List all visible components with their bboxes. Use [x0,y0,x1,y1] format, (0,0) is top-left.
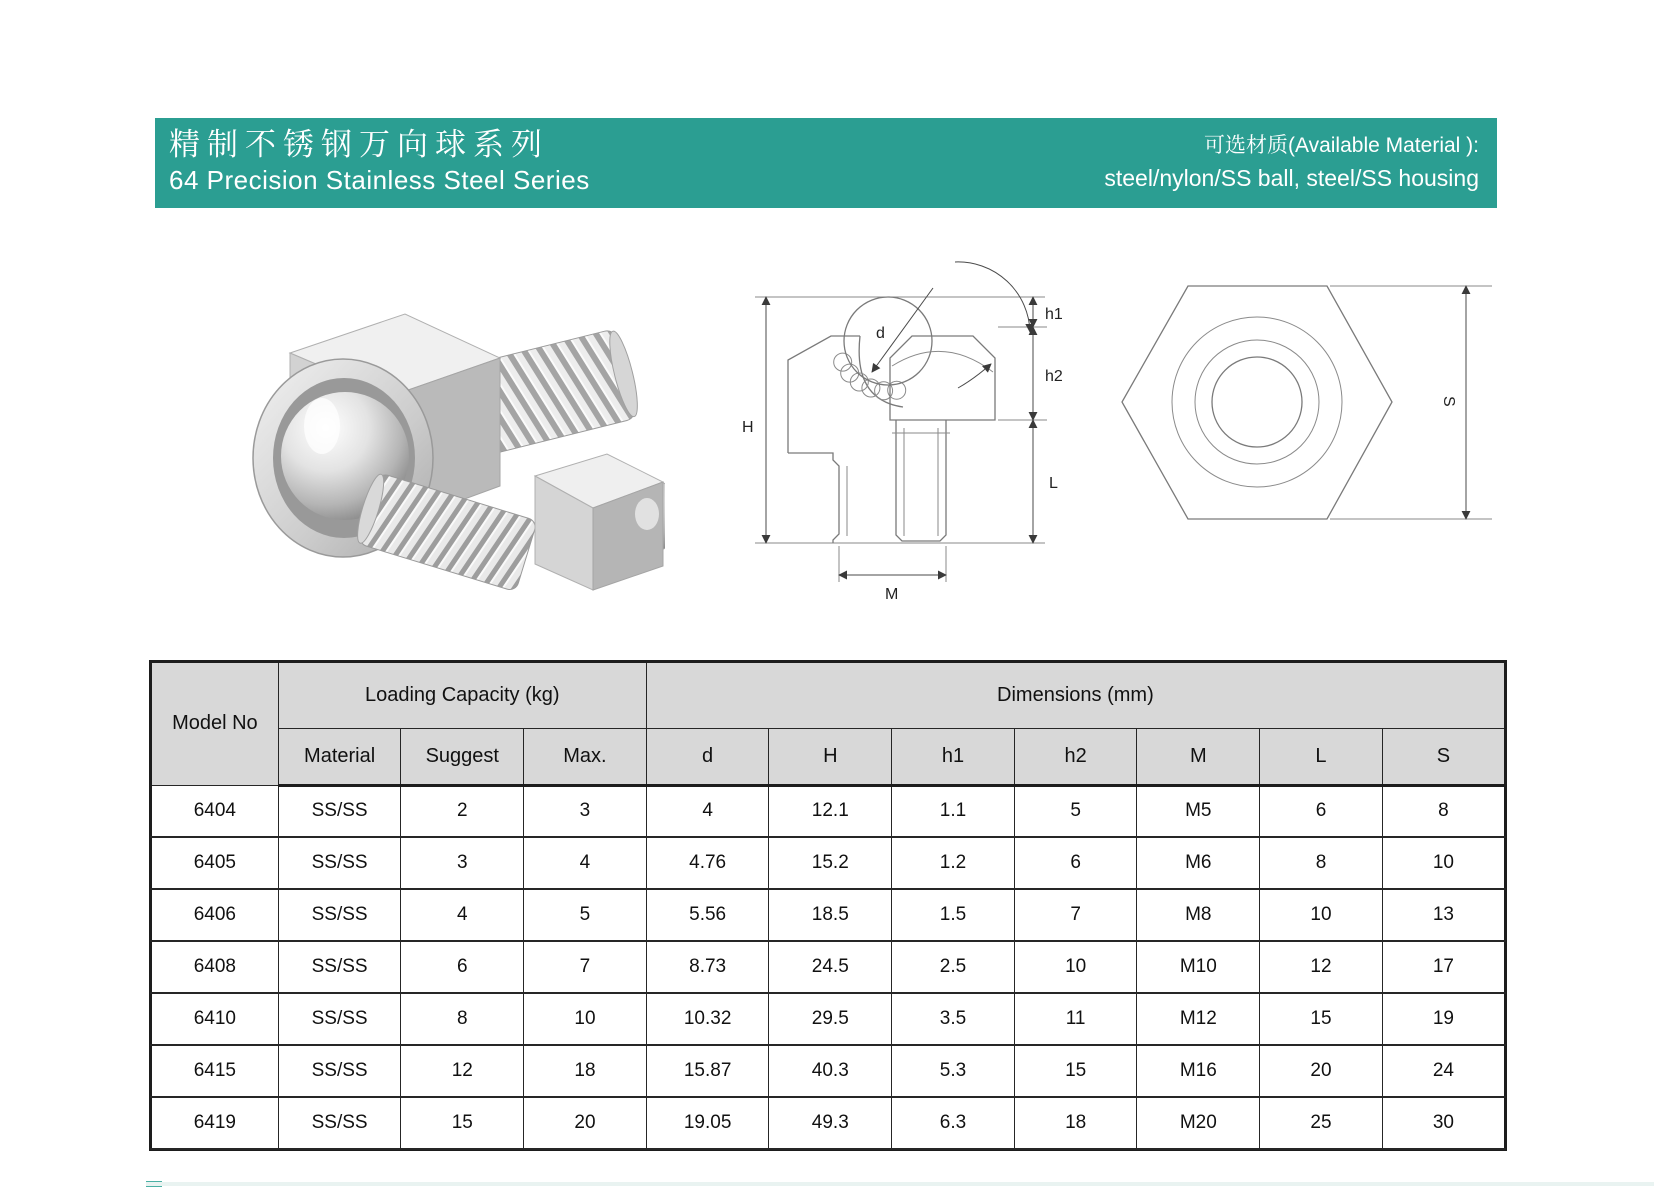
spec-value-cell: M12 [1137,993,1260,1045]
spec-value-cell: 5 [1014,785,1137,837]
spec-value-cell: 30 [1382,1097,1505,1149]
spec-value-cell: 25 [1260,1097,1383,1149]
table-row [151,1097,1505,1149]
spec-value-cell: 6 [1260,785,1383,837]
table-row [151,785,1505,837]
hex-top-view-drawing [1100,250,1505,542]
spec-value-cell: 18 [1014,1097,1137,1149]
available-material-value: steel/nylon/SS ball, steel/SS housing [1104,164,1479,191]
col-header-M: M [1137,728,1260,785]
spec-value-cell: 15 [401,1097,524,1149]
spec-value-cell: 24.5 [769,941,892,993]
col-header-suggest: Suggest [401,728,524,785]
spec-value-cell: 4.76 [646,837,769,889]
spec-value-cell: M10 [1137,941,1260,993]
spec-value-cell: 13 [1382,889,1505,941]
spec-value-cell: 15 [1260,993,1383,1045]
series-title-english: 64 Precision Stainless Steel Series [169,164,590,195]
spec-value-cell: 20 [524,1097,647,1149]
table-row [151,941,1505,993]
spec-value-cell: 1.5 [892,889,1015,941]
dim-label-S: S [1440,396,1457,407]
spec-value-cell: M6 [1137,837,1260,889]
spec-value-cell: 5 [524,889,647,941]
model-no-cell: 6405 [151,837,278,889]
spec-value-cell: 18.5 [769,889,892,941]
spec-table-body [151,785,1505,1149]
spec-value-cell: 3.5 [892,993,1015,1045]
table-row [151,837,1505,889]
model-no-cell: 6410 [151,993,278,1045]
spec-value-cell: SS/SS [278,1045,401,1097]
spec-value-cell: 29.5 [769,993,892,1045]
spec-value-cell: M20 [1137,1097,1260,1149]
spec-value-cell: 24 [1382,1045,1505,1097]
table-row [151,889,1505,941]
spec-value-cell: 12.1 [769,785,892,837]
spec-value-cell: 10 [524,993,647,1045]
series-title-chinese: 精制不锈钢万向球系列 [169,127,549,162]
spec-value-cell: SS/SS [278,837,401,889]
spec-value-cell: 10 [1382,837,1505,889]
spec-value-cell: 18 [524,1045,647,1097]
spec-value-cell: 1.2 [892,837,1015,889]
dim-label-h1: h1 [1045,306,1063,323]
series-header-banner [155,118,1497,208]
col-header-h2: h2 [1014,728,1137,785]
spec-value-cell: SS/SS [278,993,401,1045]
spec-value-cell: 4 [646,785,769,837]
spec-value-cell: 17 [1382,941,1505,993]
dim-label-h2: h2 [1045,368,1063,385]
spec-value-cell: 2.5 [892,941,1015,993]
product-photo [195,268,665,593]
table-row [151,993,1505,1045]
col-header-H: H [769,728,892,785]
model-no-cell: 6404 [151,785,278,837]
spec-value-cell: M5 [1137,785,1260,837]
spec-value-cell: 15.2 [769,837,892,889]
spec-value-cell: M16 [1137,1045,1260,1097]
spec-value-cell: 6 [401,941,524,993]
col-header-max: Max. [524,728,647,785]
spec-value-cell: 2 [401,785,524,837]
spec-value-cell: 8.73 [646,941,769,993]
spec-value-cell: 12 [1260,941,1383,993]
available-material-block [1104,118,1497,208]
spec-value-cell: SS/SS [278,1097,401,1149]
series-title-block [155,118,590,208]
spec-value-cell: 3 [401,837,524,889]
spec-value-cell: 4 [401,889,524,941]
spec-value-cell: 8 [1260,837,1383,889]
model-no-cell: 6406 [151,889,278,941]
spec-value-cell: 12 [401,1045,524,1097]
model-no-cell: 6408 [151,941,278,993]
spec-value-cell: 5.56 [646,889,769,941]
col-header-L: L [1260,728,1383,785]
dim-label-H: H [742,419,754,436]
spec-value-cell: SS/SS [278,889,401,941]
col-group-loading-capacity: Loading Capacity (kg) [278,662,646,728]
spec-value-cell: 1.1 [892,785,1015,837]
spec-value-cell: 7 [524,941,647,993]
spec-value-cell: SS/SS [278,941,401,993]
spec-value-cell: 15 [1014,1045,1137,1097]
spec-value-cell: 8 [1382,785,1505,837]
spec-value-cell: 10 [1014,941,1137,993]
spec-value-cell: 4 [524,837,647,889]
spec-value-cell: 7 [1014,889,1137,941]
table-row [151,1045,1505,1097]
spec-value-cell: 11 [1014,993,1137,1045]
dim-label-L: L [1049,475,1058,492]
dim-label-d: d [876,325,885,342]
spec-value-cell: 40.3 [769,1045,892,1097]
spec-value-cell: 3 [524,785,647,837]
col-header-d: d [646,728,769,785]
spec-value-cell: 19.05 [646,1097,769,1149]
spec-value-cell: 6 [1014,837,1137,889]
spec-value-cell: SS/SS [278,785,401,837]
spec-value-cell: 20 [1260,1045,1383,1097]
model-no-cell: 6419 [151,1097,278,1149]
spec-value-cell: 19 [1382,993,1505,1045]
col-header-model-no: Model No [151,662,278,785]
col-group-dimensions: Dimensions (mm) [646,662,1505,728]
dim-label-M: M [885,586,899,603]
col-header-material: Material [278,728,401,785]
spec-value-cell: 5.3 [892,1045,1015,1097]
footer-rule [146,1182,1654,1186]
available-material-label: 可选材质(Available Material ): [1203,134,1479,157]
spec-value-cell: 6.3 [892,1097,1015,1149]
col-header-S: S [1382,728,1505,785]
model-no-cell: 6415 [151,1045,278,1097]
spec-value-cell: 10 [1260,889,1383,941]
spec-value-cell: 15.87 [646,1045,769,1097]
spec-value-cell: 10.32 [646,993,769,1045]
spec-value-cell: 8 [401,993,524,1045]
spec-value-cell: 49.3 [769,1097,892,1149]
spec-value-cell: M8 [1137,889,1260,941]
col-header-h1: h1 [892,728,1015,785]
cross-section-drawing [700,248,1095,603]
spec-table [150,661,1506,1150]
